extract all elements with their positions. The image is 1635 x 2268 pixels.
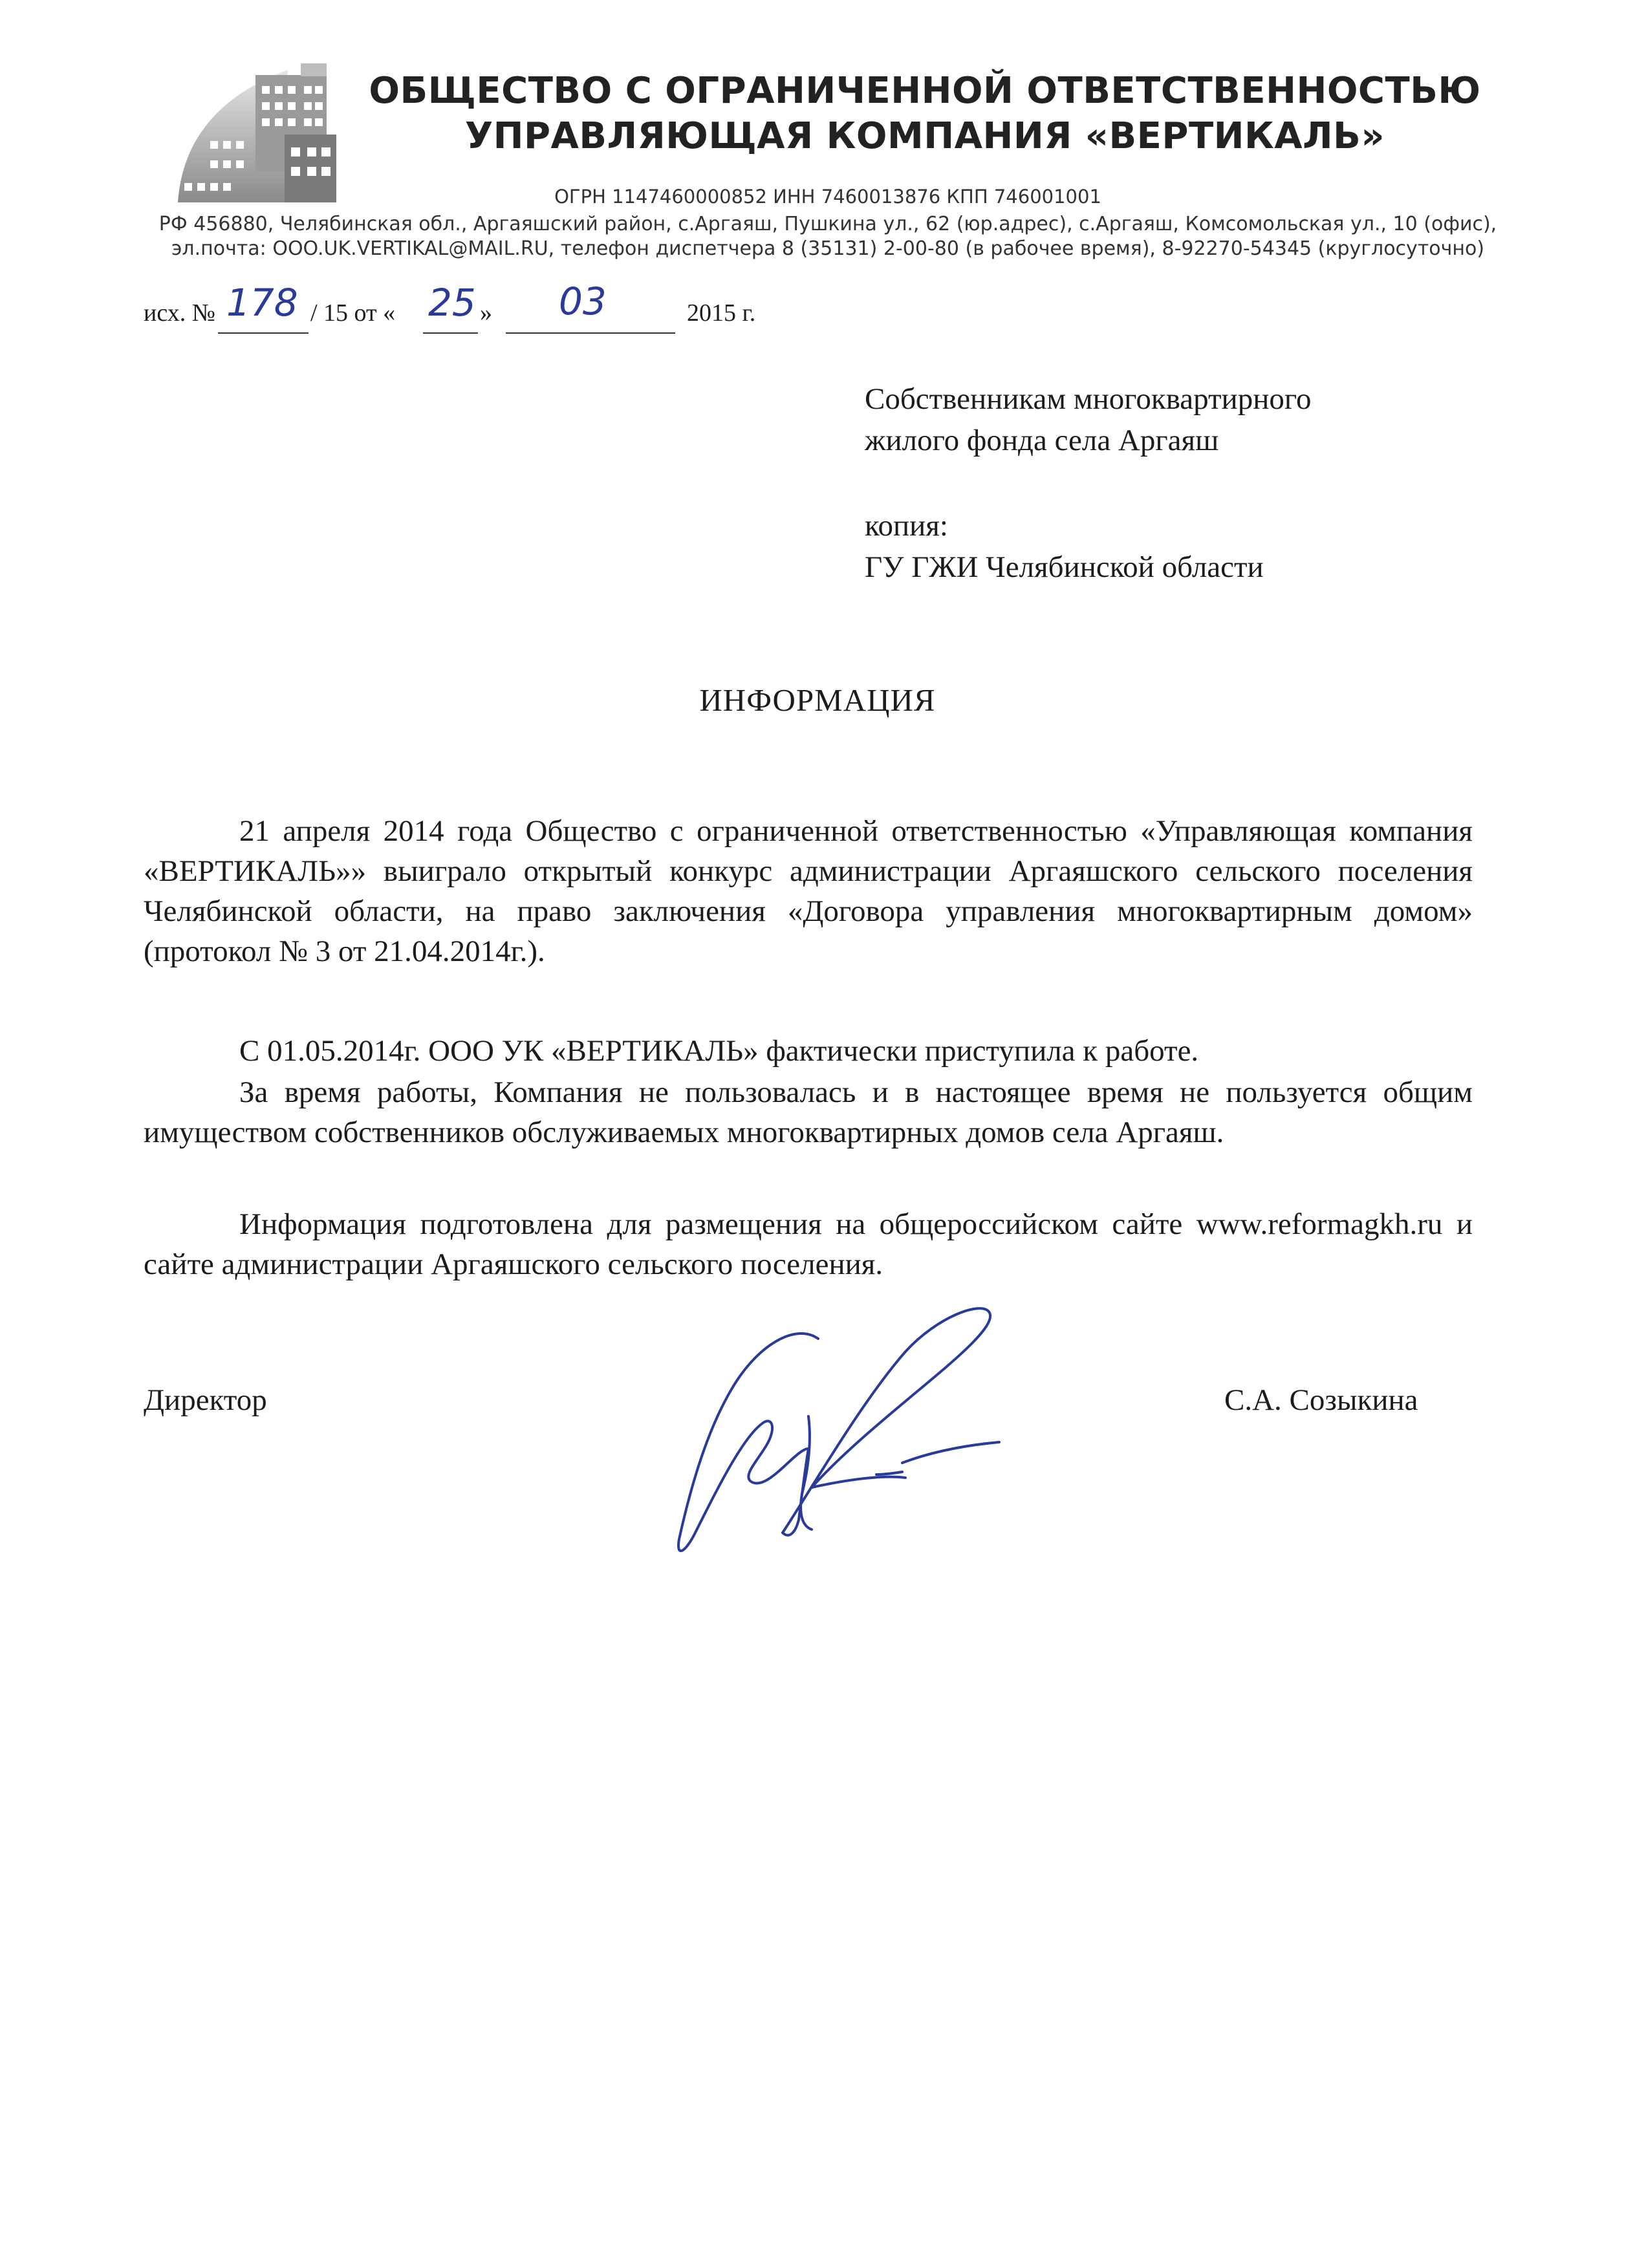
body-paragraph: С 01.05.2014г. ООО УК «ВЕРТИКАЛЬ» фактически приступила к работе. bbox=[239, 1034, 1199, 1068]
body-paragraph: За время работы, Компания не пользовалась и в настоящее время не пользуется общим имуществом собственников обслуживаемых многоквартирных домов села Аргаяш. bbox=[144, 1075, 1473, 1149]
outgoing-reference bbox=[144, 279, 855, 338]
outgoing-series: / 15 от « bbox=[310, 299, 396, 327]
outgoing-prefix: исх. № bbox=[144, 299, 215, 327]
body-paragraph: Информация подготовлена для размещения на общероссийском сайте www.reformagkh.ru и сайте администрации Аргаяшского сельского поселения. bbox=[144, 1207, 1473, 1281]
address-line: РФ 456880, Челябинская обл., Аргаяшский район, с.Аргаяш, Пушкина ул., 62 (юр.адрес), с.Аргаяш, Комсомольская ул., 10 (офис), bbox=[158, 213, 1497, 235]
signatory-role: Директор bbox=[144, 1383, 267, 1417]
copy-label: копия: bbox=[865, 509, 948, 543]
outgoing-month-handwritten: 03 bbox=[559, 279, 607, 323]
handwritten-signature bbox=[647, 1287, 1009, 1597]
copy-recipient: ГУ ГЖИ Челябинской области bbox=[865, 550, 1264, 584]
signatory-name: С.А. Созыкина bbox=[1224, 1383, 1418, 1417]
document-title: ИНФОРМАЦИЯ bbox=[699, 682, 936, 718]
outgoing-day-handwritten: 25 bbox=[428, 281, 476, 325]
requisites-line: ОГРН 1147460000852 ИНН 7460013876 КПП 746001001 bbox=[554, 186, 1101, 208]
outgoing-number-handwritten: 178 bbox=[226, 281, 298, 325]
outgoing-year: 2015 г. bbox=[687, 299, 756, 327]
addressee-line-1: Собственникам многоквартирного bbox=[865, 382, 1312, 416]
org-name-line-2: УПРАВЛЯЮЩАЯ КОМПАНИЯ «ВЕРТИКАЛЬ» bbox=[464, 115, 1385, 157]
org-name-line-1: ОБЩЕСТВО С ОГРАНИЧЕННОЙ ОТВЕТСТВЕННОСТЬЮ bbox=[369, 70, 1481, 112]
body-paragraph: 21 апреля 2014 года Общество с ограниченной ответственностью «Управляющая компания «ВЕРТИКАЛЬ»» выиграло открытый конкурс администрации Аргаяшского сельского поселения Челябинской области, на право заключения «Договора управления многоквартирным домом» (протокол № 3 от 21.04.2014г.). bbox=[144, 814, 1473, 968]
outgoing-day-close: » bbox=[480, 299, 492, 327]
contacts-line: эл.почта: OOO.UK.VERTIKAL@MAIL.RU, телефон диспетчера 8 (35131) 2-00-80 (в рабочее время), 8-92270-54345 (круглосуточно) bbox=[171, 237, 1485, 260]
addressee-line-2: жилого фонда села Аргаяш bbox=[865, 424, 1219, 457]
